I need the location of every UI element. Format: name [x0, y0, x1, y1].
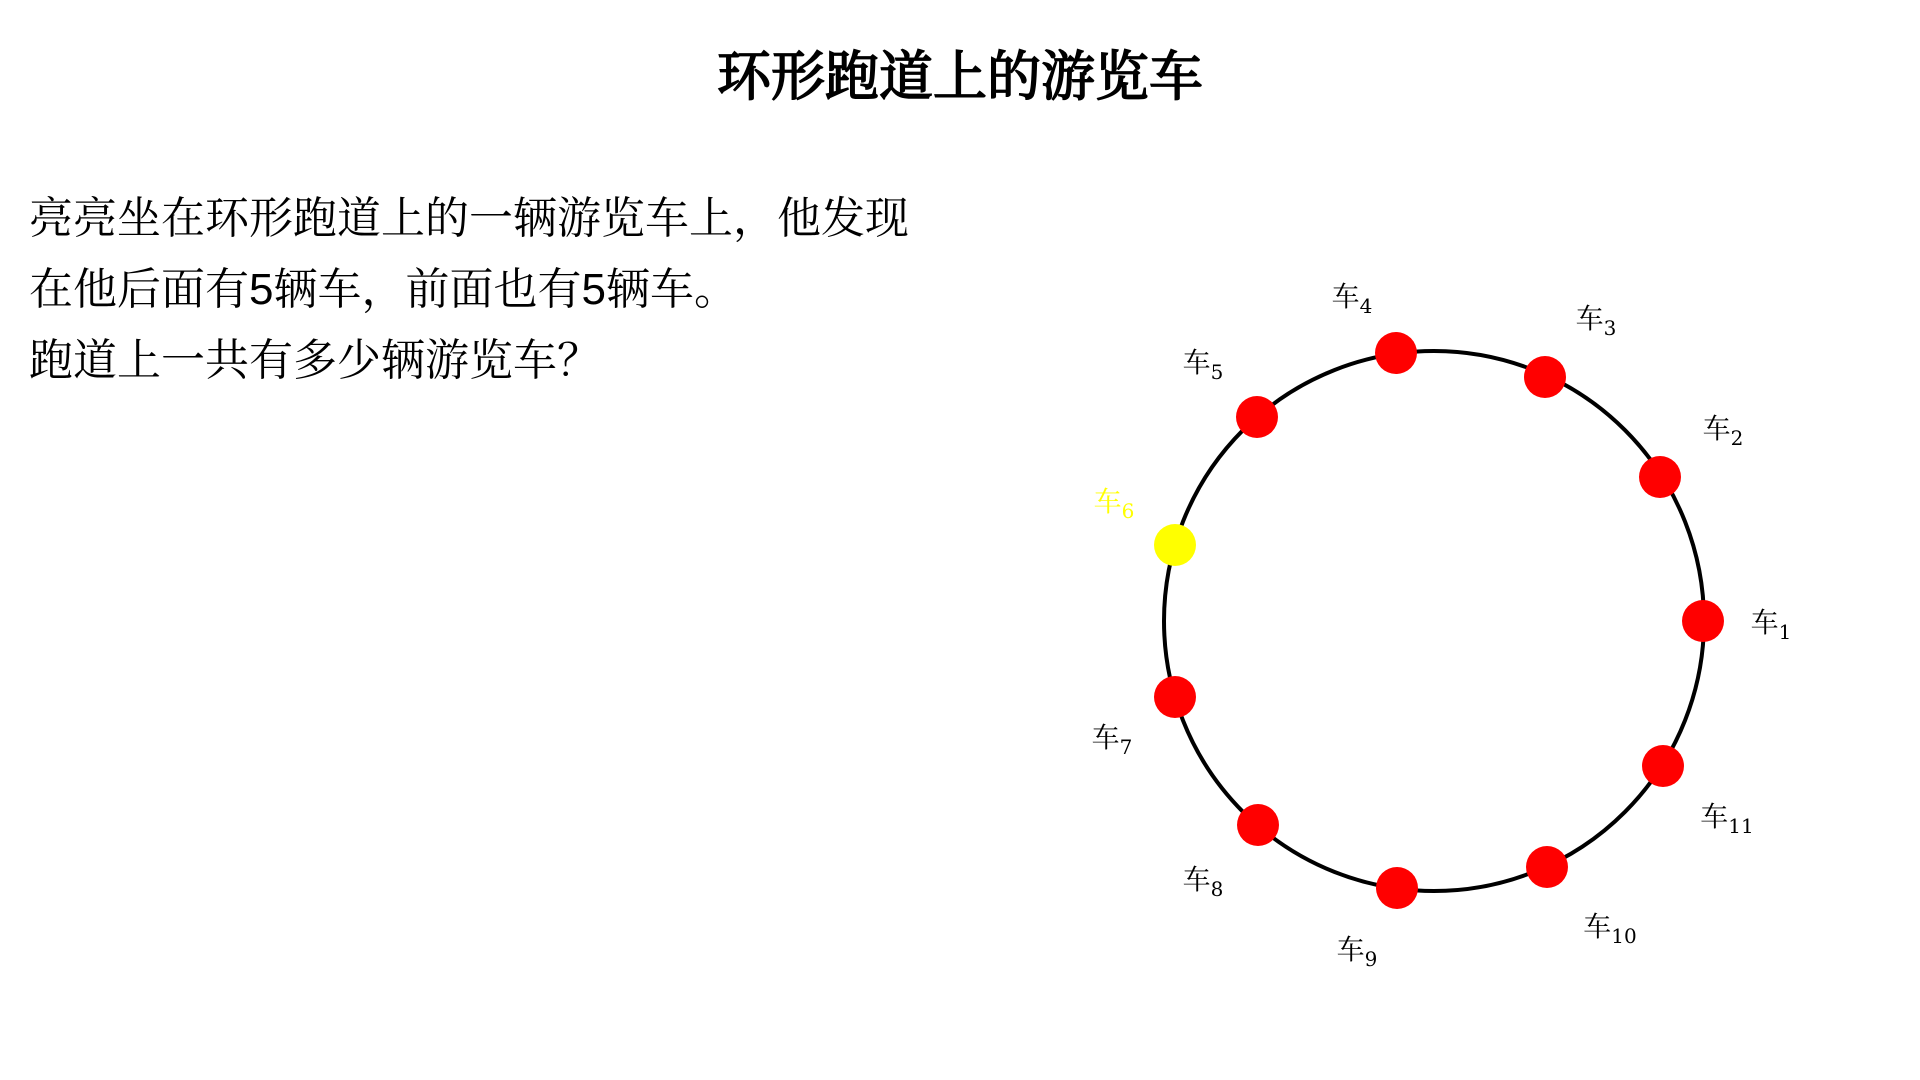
car-8-label-subscript: 8 — [1210, 877, 1224, 901]
car-7-label-subscript: 7 — [1119, 735, 1133, 759]
car-9-label-subscript: 9 — [1364, 947, 1378, 971]
car-7-dot — [1154, 676, 1196, 718]
car-10-dot — [1526, 846, 1568, 888]
car-6-label-text: 车 — [1093, 485, 1122, 518]
car-10-label-text: 车 — [1583, 910, 1612, 943]
car-9-label — [1337, 933, 1378, 971]
car-9-label-text: 车 — [1336, 933, 1365, 966]
car-8-dot — [1237, 804, 1279, 846]
car-10-label — [1583, 910, 1636, 948]
car-5-label-text: 车 — [1182, 346, 1211, 379]
car-9-dot — [1376, 867, 1418, 909]
car-8-label-text: 车 — [1182, 863, 1211, 896]
car-10-label-subscript: 10 — [1611, 924, 1637, 948]
car-6-dot — [1154, 524, 1196, 566]
car-2-dot — [1639, 456, 1681, 498]
car-1-dot — [1682, 600, 1724, 642]
car-4-label-subscript: 4 — [1359, 294, 1373, 318]
car-11-label-text: 车 — [1700, 800, 1729, 833]
car-8-label — [1183, 863, 1224, 901]
car-3-label-text: 车 — [1575, 302, 1604, 335]
car-2-label-text: 车 — [1702, 412, 1731, 445]
car-7-label-text: 车 — [1091, 721, 1120, 754]
page-title: 环形跑道上的游览车 — [717, 47, 1203, 107]
car-6-label-subscript: 6 — [1121, 499, 1135, 523]
car-1-label-text: 车 — [1750, 606, 1779, 639]
car-3-label-subscript: 3 — [1603, 316, 1617, 340]
car-11-dot — [1642, 745, 1684, 787]
problem-line-3: 跑道上一共有多少辆游览车？ — [29, 336, 601, 385]
car-5-label-subscript: 5 — [1210, 360, 1224, 384]
car-7-label — [1092, 721, 1133, 759]
car-11-label — [1700, 800, 1753, 838]
car-11-label-subscript: 11 — [1728, 814, 1754, 838]
car-5-label — [1183, 346, 1224, 384]
car-2-label-subscript: 2 — [1730, 426, 1744, 450]
car-2-label — [1703, 412, 1744, 450]
car-1-label-subscript: 1 — [1778, 620, 1792, 644]
problem-line-2: 在他后面有5辆车，前面也有5辆车。 — [29, 265, 738, 314]
car-3-dot — [1524, 356, 1566, 398]
car-6-label — [1094, 485, 1135, 523]
car-4-label — [1332, 280, 1373, 318]
car-3-label — [1576, 302, 1617, 340]
car-4-label-text: 车 — [1331, 280, 1360, 313]
problem-line-1: 亮亮坐在环形跑道上的一辆游览车上，他发现 — [29, 194, 909, 243]
car-5-dot — [1236, 396, 1278, 438]
car-4-dot — [1375, 332, 1417, 374]
car-1-label — [1751, 606, 1792, 644]
